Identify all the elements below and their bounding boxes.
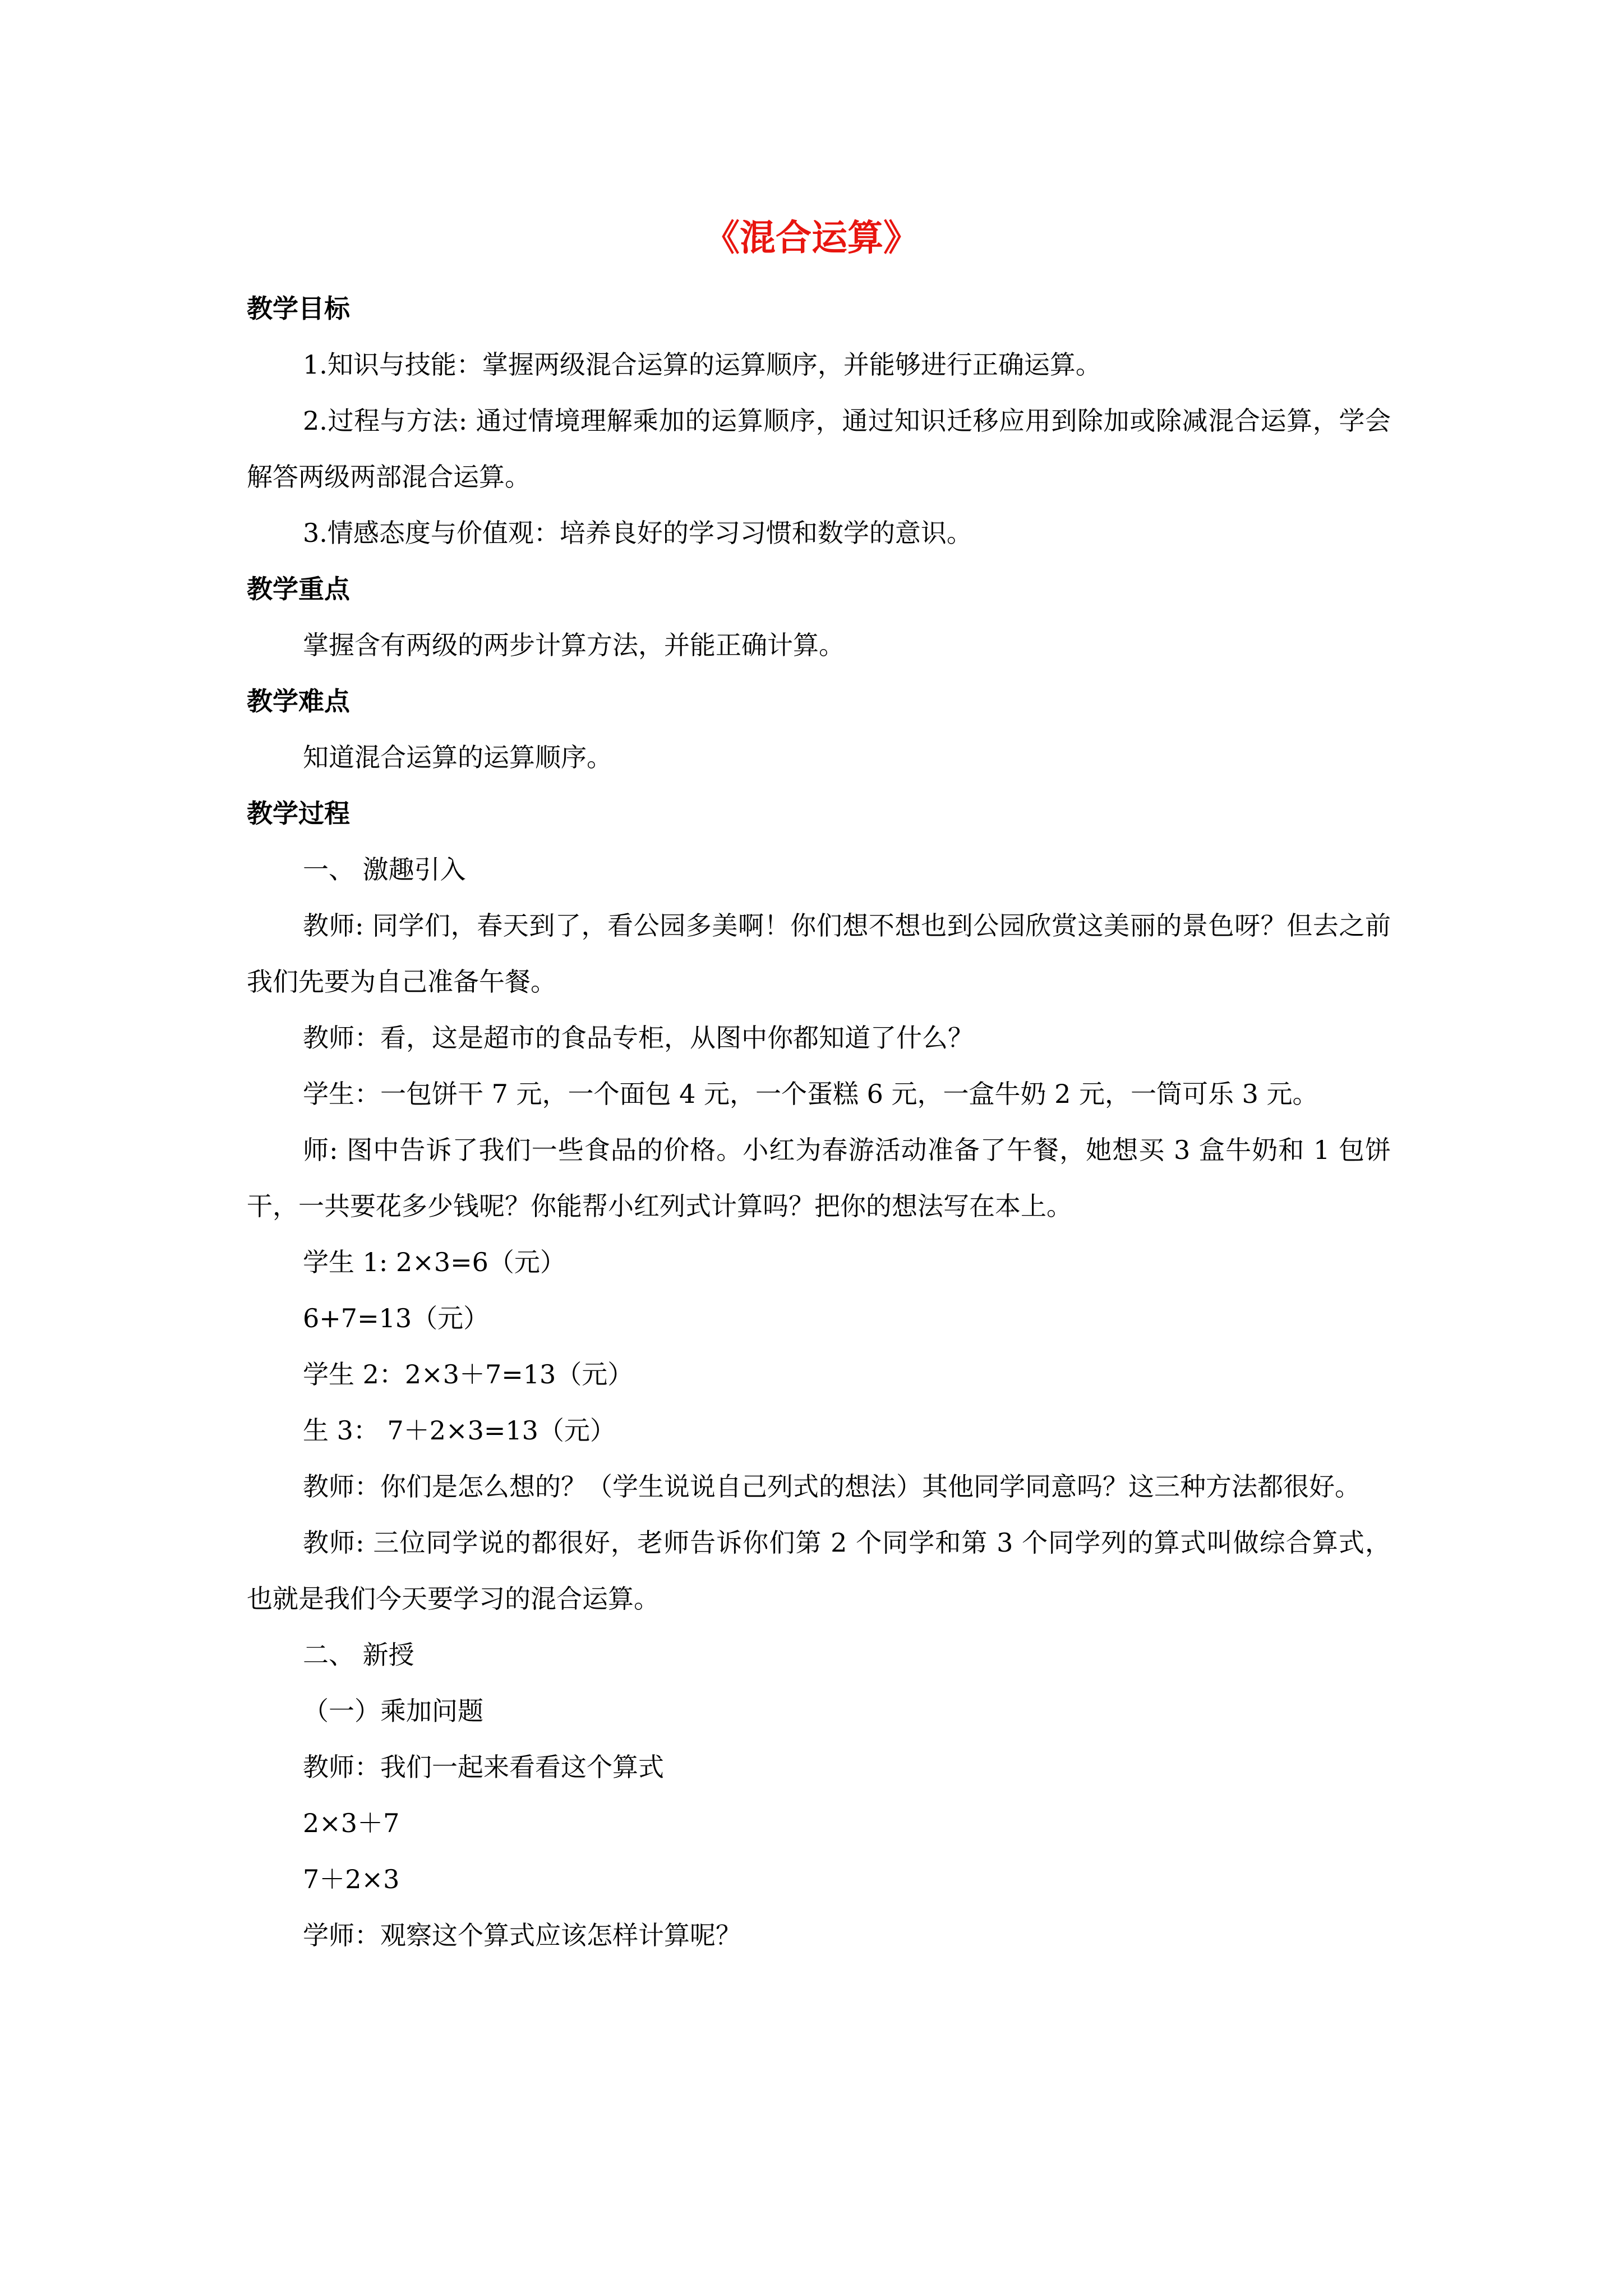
process-paragraph-7: 学生 2：2×3＋7=13（元） — [303, 1359, 634, 1389]
process-paragraph-1: 教师: 同学们，春天到了，看公园多美啊！你们想不想也到公园欣赏这美丽的景色呀？但去之前我们先要为自己准备午餐。 — [247, 910, 1391, 997]
heading-process: 教学过程 — [247, 798, 350, 829]
process-paragraph-8: 生 3： 7＋2×3=13（元） — [303, 1415, 616, 1446]
process-paragraph-11: 教师：我们一起来看看这个算式 — [303, 1752, 664, 1782]
process-paragraph-14: 学师：观察这个算式应该怎样计算呢？ — [303, 1920, 741, 1950]
document-body — [247, 280, 1391, 1963]
process-paragraph-10: 教师: 三位同学说的都很好，老师告诉你们第 2 个同学和第 3 个同学列的算式叫做综合算式，也就是我们今天要学习的混合运算。 — [247, 1527, 1391, 1614]
expression-1: 2×3＋7 — [303, 1808, 400, 1838]
process-paragraph-5: 学生 1: 2×3=6（元） — [303, 1247, 566, 1277]
process-paragraph-2: 教师：看，这是超市的食品专柜，从图中你都知道了什么？ — [303, 1023, 974, 1053]
part2-title: 二、 新授 — [303, 1640, 414, 1670]
part1-title: 一、 激趣引入 — [303, 854, 466, 885]
process-paragraph-4: 师: 图中告诉了我们一些食品的价格。小红为春游活动准备了午餐，她想买 3 盒牛奶和 1 包饼干，一共要花多少钱呢？你能帮小红列式计算吗？把你的想法写在本上。 — [247, 1135, 1391, 1221]
goal-item-3: 3.情感态度与价值观：培养良好的学习习惯和数学的意识。 — [303, 518, 972, 548]
goal-item-2: 2.过程与方法: 通过情境理解乘加的运算顺序，通过知识迁移应用到除加或除减混合运算，学会解答两级两部混合运算。 — [247, 406, 1391, 492]
key-points-text: 掌握含有两级的两步计算方法，并能正确计算。 — [303, 630, 845, 660]
process-paragraph-9: 教师：你们是怎么想的？（学生说说自己列式的想法）其他同学同意吗？这三种方法都很好。 — [303, 1471, 1361, 1502]
goal-item-1: 1.知识与技能：掌握两级混合运算的运算顺序，并能够进行正确运算。 — [303, 349, 1101, 380]
heading-difficulties: 教学难点 — [247, 686, 350, 716]
heading-key-points: 教学重点 — [247, 574, 350, 604]
process-paragraph-3: 学生：一包饼干 7 元，一个面包 4 元，一个蛋糕 6 元，一盒牛奶 2 元，一筒可乐 3 元。 — [303, 1079, 1318, 1109]
document-title: 《混合运算》 — [704, 217, 919, 259]
difficulties-text: 知道混合运算的运算顺序。 — [303, 742, 612, 772]
process-paragraph-6: 6+7=13（元） — [303, 1303, 490, 1333]
sub1-title: （一）乘加问题 — [303, 1696, 483, 1726]
expression-2: 7＋2×3 — [303, 1864, 400, 1894]
heading-goals: 教学目标 — [247, 293, 350, 324]
